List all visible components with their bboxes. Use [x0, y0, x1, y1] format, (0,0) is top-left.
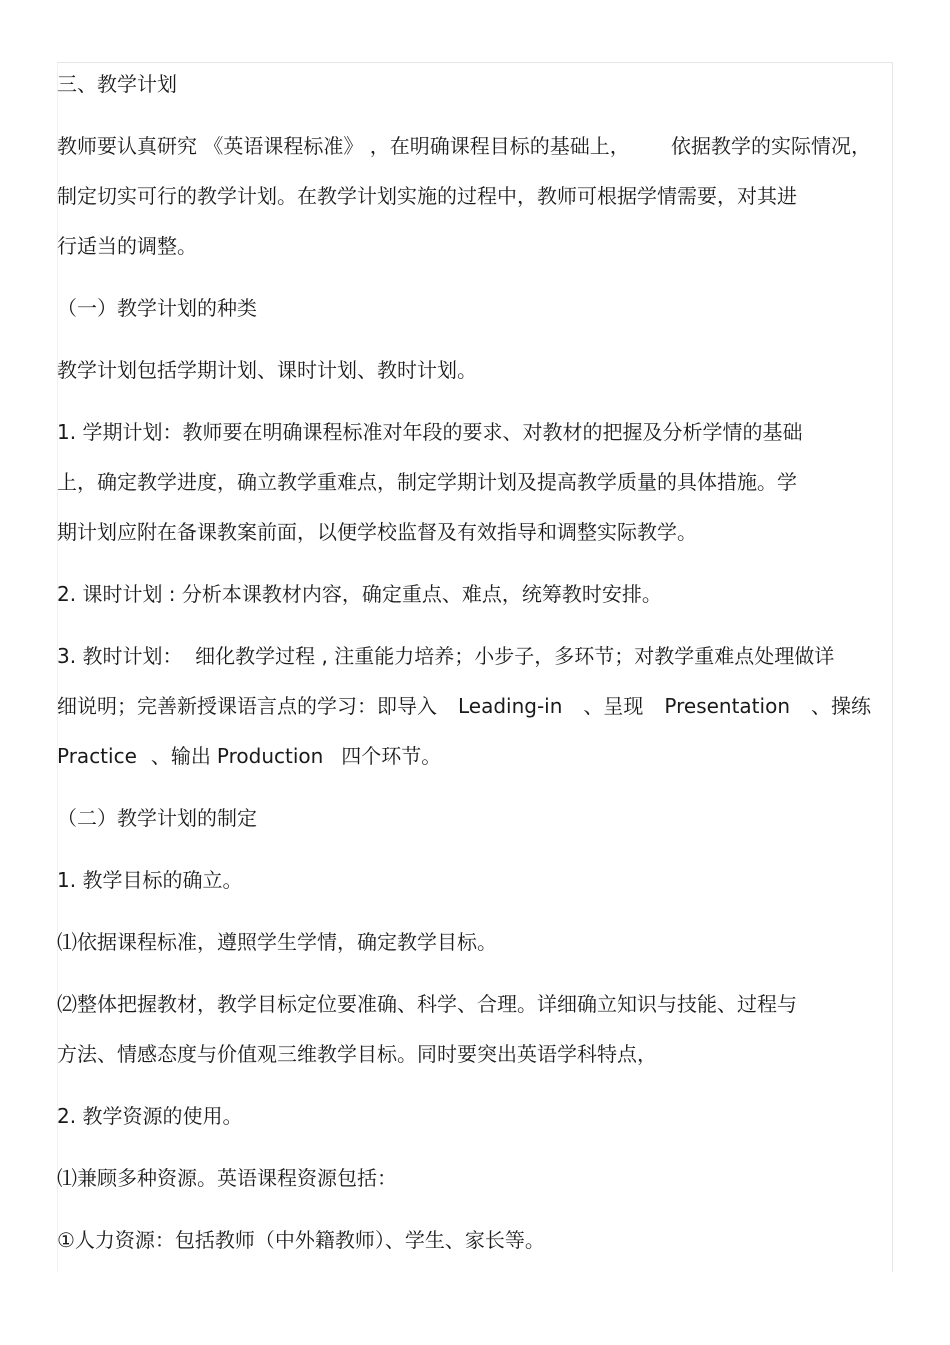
semester-plan-line-2: 上，确定教学进度，确立教学重难点，制定学期计划及提高教学质量的具体措施。学	[57, 470, 797, 494]
period-plan-line-2-c: 、呈现	[583, 694, 644, 718]
period-plan-line-2-a: 细说明；完善新授课语言点的学习：即导入	[57, 694, 437, 718]
sub2-heading: （二）教学计划的制定	[57, 806, 257, 830]
semester-plan-line-1: 1. 学期计划：教师要在明确课程标准对年段的要求、对教材的把握及分析学情的基础	[57, 420, 803, 444]
intro-line-2: 制定切实可行的教学计划。在教学计划实施的过程中，教师可根据学情需要，对其进	[57, 184, 797, 208]
objectives-title: 1. 教学目标的确立。	[57, 868, 243, 892]
sub1-summary: 教学计划包括学期计划、课时计划、教时计划。	[57, 358, 477, 382]
resources-point-1: ⑴兼顾多种资源。英语课程资源包括：	[57, 1166, 397, 1190]
lesson-plan: 2. 课时计划 : 分析本课教材内容，确定重点、难点，统筹教时安排。	[57, 582, 662, 606]
period-plan-line-3-b: 、输出	[150, 744, 211, 768]
section-title: 三、教学计划	[57, 72, 177, 96]
period-plan-line-2	[57, 694, 871, 718]
resources-title: 2. 教学资源的使用。	[57, 1104, 243, 1128]
period-plan-line-2-b: Leading-in	[457, 694, 563, 718]
objectives-point-1: ⑴依据课程标准，遵照学生学情，确定教学目标。	[57, 930, 497, 954]
period-plan-line-3-c: Production	[216, 744, 324, 768]
period-plan-line-1: 3. 教时计划： 细化教学过程 , 注重能力培养；小步子，多环节；对教学重难点处理做详	[57, 644, 835, 668]
resources-human: ①人力资源：包括教师（中外籍教师）、学生、家长等。	[57, 1228, 545, 1252]
intro-line-1-part-a: 教师要认真研究 《英语课程标准》 ，在明确课程目标的基础上，	[57, 134, 630, 158]
sub1-heading: （一）教学计划的种类	[57, 296, 257, 320]
intro-line-1	[57, 134, 871, 158]
intro-line-3: 行适当的调整。	[57, 234, 197, 258]
period-plan-line-3-d: 四个环节。	[341, 744, 442, 768]
period-plan-line-2-e: 、操练	[810, 694, 871, 718]
objectives-point-2-line-1: ⑵整体把握教材，教学目标定位要准确、科学、合理。详细确立知识与技能、过程与	[57, 992, 797, 1016]
objectives-point-2-line-2: 方法、情感态度与价值观三维教学目标。同时要突出英语学科特点，	[57, 1042, 657, 1066]
period-plan-line-3	[57, 744, 441, 768]
semester-plan-line-3: 期计划应附在备课教案前面，以便学校监督及有效指导和调整实际教学。	[57, 520, 697, 544]
intro-line-1-part-b: 依据教学的实际情况，	[671, 134, 871, 158]
period-plan-line-3-a: Practice	[57, 744, 137, 768]
period-plan-line-2-d: Presentation	[664, 694, 790, 718]
